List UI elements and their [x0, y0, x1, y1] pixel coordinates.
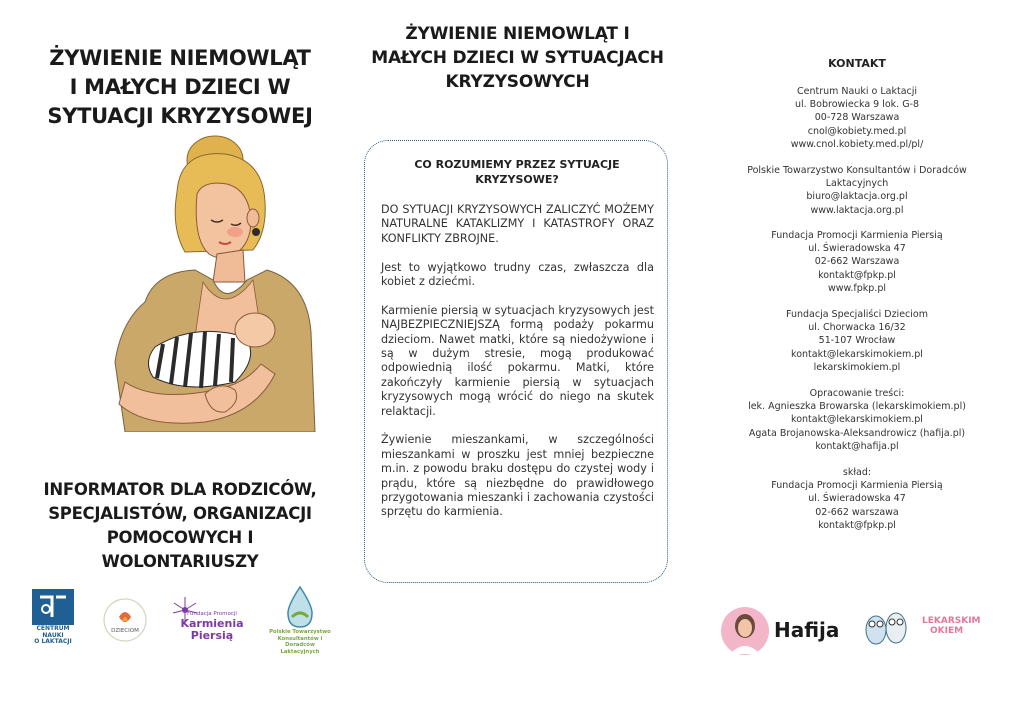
fpkp-logo-text: Fundacja Promocji — [187, 611, 237, 617]
partner-logos — [30, 585, 340, 655]
ptkdl-logo-text: Laktacyjnych — [280, 648, 320, 655]
contact-block-cnol — [710, 85, 1004, 151]
contact-line: Fundacja Promocji Karmienia Piersią — [771, 480, 943, 492]
contact-email[interactable]: kontakt@fpkp.pl — [818, 519, 896, 531]
milk-drop-icon — [282, 585, 318, 629]
cover-title-line: I MAŁYCH DZIECI W — [69, 75, 291, 99]
contact-line: Fundacja Specjaliści Dzieciom — [786, 309, 928, 320]
cover-title — [30, 44, 330, 131]
hafija-logo — [720, 604, 850, 660]
card-heading — [375, 157, 659, 187]
contact-line: 02-662 Warszawa — [814, 256, 900, 268]
contact-block-fpkp — [710, 229, 1004, 295]
contact-block-sklad — [710, 466, 1004, 532]
fpkp-logo-text: Piersią — [190, 629, 234, 642]
contact-block-ptkdl — [710, 164, 1004, 217]
middle-title-line: MAŁYCH DZIECI W SYTUACJACH — [371, 48, 664, 68]
middle-title-line: ŻYWIENIE NIEMOWLĄT I — [405, 24, 630, 44]
contact-line: Fundacja Promocji Karmienia Piersią — [771, 230, 943, 241]
left-panel — [0, 0, 345, 724]
card-body — [381, 203, 654, 534]
cnol-logo-mark — [32, 589, 74, 625]
contact-line: 02-662 warszawa — [815, 506, 899, 518]
contact-email[interactable]: kontakt@hafija.pl — [815, 440, 899, 452]
middle-title-line: KRYZYSOWYCH — [445, 72, 590, 92]
contact-line: Polskie Towarzystwo Konsultantów i Doradców — [747, 165, 967, 176]
cover-title-line: SYTUACJI KRYZYSOWEJ — [47, 104, 313, 128]
contact-email[interactable]: biuro@laktacja.org.pl — [806, 191, 908, 203]
cover-subtitle-line: POMOCOWYCH I WOLONTARIUSZY — [101, 528, 259, 571]
card-paragraph: Żywienie mieszankami, w szczególności mieszankami w proszku jest mniej bezpieczne m.in. z powodu braku dostępu do czystej wody i prądu, które są niezbędne do prawidłowego przygotowania mieszanki i zachowania czystości sprzętu do karmienia. — [381, 433, 654, 519]
contact-line: 51-107 Wrocław — [818, 335, 896, 347]
contact-line: 00-728 Warszawa — [814, 112, 900, 124]
lekarskim-logo-text: LEKARSKIM — [922, 616, 981, 626]
contact-website[interactable]: www.cnol.kobiety.med.pl/pl/ — [790, 138, 924, 150]
contact-line: ul. Bobrowiecka 9 lok. G-8 — [794, 99, 920, 111]
ptkdl-logo — [262, 585, 338, 655]
lekarskim-okiem-logo — [862, 604, 1002, 660]
cnol-mark-icon — [32, 589, 74, 625]
card-paragraph: DO SYTUACJI KRYZYSOWYCH ZALICZYĆ MOŻEMY NATURALNE KATAKLIZMY I KATASTROFY ORAZ KONFLIKTY ZBROJNE. — [381, 203, 654, 245]
contact-line: ul. Świeradowska 47 — [808, 493, 906, 505]
specjalisci-dzieciom-logo — [102, 597, 148, 643]
contact-website[interactable]: www.laktacja.org.pl — [810, 204, 904, 216]
contact-heading: KONTAKT — [828, 57, 886, 70]
contact-line: Centrum Nauki o Laktacji — [796, 86, 918, 97]
middle-title — [355, 22, 680, 94]
contact-line: ul. Chorwacka 16/32 — [808, 322, 906, 334]
card-heading-line: CO ROZUMIEMY PRZEZ SYTUACJE — [414, 158, 620, 171]
contact-line: Laktacyjnych — [825, 178, 889, 190]
hafija-logo-text: Hafija — [774, 618, 840, 642]
crisis-info-card — [364, 140, 668, 583]
contact-email[interactable]: kontakt@lekarskimokiem.pl — [791, 348, 923, 360]
cover-subtitle — [30, 478, 330, 574]
card-heading-line: KRYZYSOWE? — [475, 173, 559, 186]
contact-website[interactable]: www.fpkp.pl — [827, 282, 887, 294]
fpkp-logo — [170, 595, 250, 645]
ptkdl-logo-text: Konsultantów i Doradców — [277, 635, 323, 648]
fpkp-logo-text: Karmienia — [180, 617, 244, 630]
contact-block-authors — [710, 387, 1004, 453]
contact-block-specjalisci — [710, 308, 1004, 374]
contact-email[interactable]: kontakt@lekarskimokiem.pl — [791, 414, 923, 426]
hafija-portrait-icon — [720, 604, 770, 658]
author-logos — [720, 600, 1010, 670]
owls-icon — [862, 606, 918, 646]
contact-line: Opracowanie treści: — [809, 388, 905, 399]
contact-line: ul. Świeradowska 47 — [808, 243, 906, 255]
cnol-logo-text: O LAKTACJI — [34, 638, 72, 645]
contact-line: Agata Brojanowska-Aleksandrowicz (hafija.pl) — [748, 427, 966, 439]
contact-line: lek. Agnieszka Browarska (lekarskimokiem.pl) — [748, 401, 966, 413]
lekarskim-logo-text: OKIEM — [930, 626, 964, 636]
specjalisci-logo-text: DZIECIOM — [111, 628, 139, 634]
card-paragraph: Jest to wyjątkowo trudny czas, zwłaszcza dla kobiet z dziećmi. — [381, 260, 654, 289]
cover-subtitle-line: INFORMATOR DLA RODZICÓW, — [43, 480, 317, 499]
contact-email[interactable]: kontakt@fpkp.pl — [818, 269, 896, 281]
card-paragraph: Karmienie piersią w sytuacjach kryzysowych jest NAJBEZPIECZNIEJSZĄ formą podaży pokarmu dzieciom. Nawet matki, które są niedożywione i są w dużym stresie, mogą produkować odpowiednią ilość pokarmu. Matki, które zakończyły karmienie piersią w sytuacjach kryzysowych mogą wrócić do niego na skutek relaktacji. — [381, 303, 655, 418]
contact-line: skład: — [842, 467, 872, 478]
middle-panel — [345, 0, 690, 724]
cnol-logo-text: NAUKI — [42, 631, 64, 639]
breastfeeding-mother-illustration — [85, 132, 325, 432]
contact-email[interactable]: cnol@kobiety.med.pl — [807, 125, 907, 137]
cnol-logo-text: CENTRUM — [36, 625, 70, 632]
ptkdl-logo-text: Polskie Towarzystwo — [269, 629, 331, 635]
cover-title-line: ŻYWIENIE NIEMOWLĄT — [49, 46, 311, 70]
right-panel — [690, 0, 1024, 724]
cover-subtitle-line: SPECJALISTÓW, ORGANIZACJI — [48, 504, 312, 523]
contact-website[interactable]: lekarskimokiem.pl — [813, 361, 901, 373]
specjalisci-seal-icon — [102, 597, 148, 643]
cnol-logo — [32, 589, 74, 651]
